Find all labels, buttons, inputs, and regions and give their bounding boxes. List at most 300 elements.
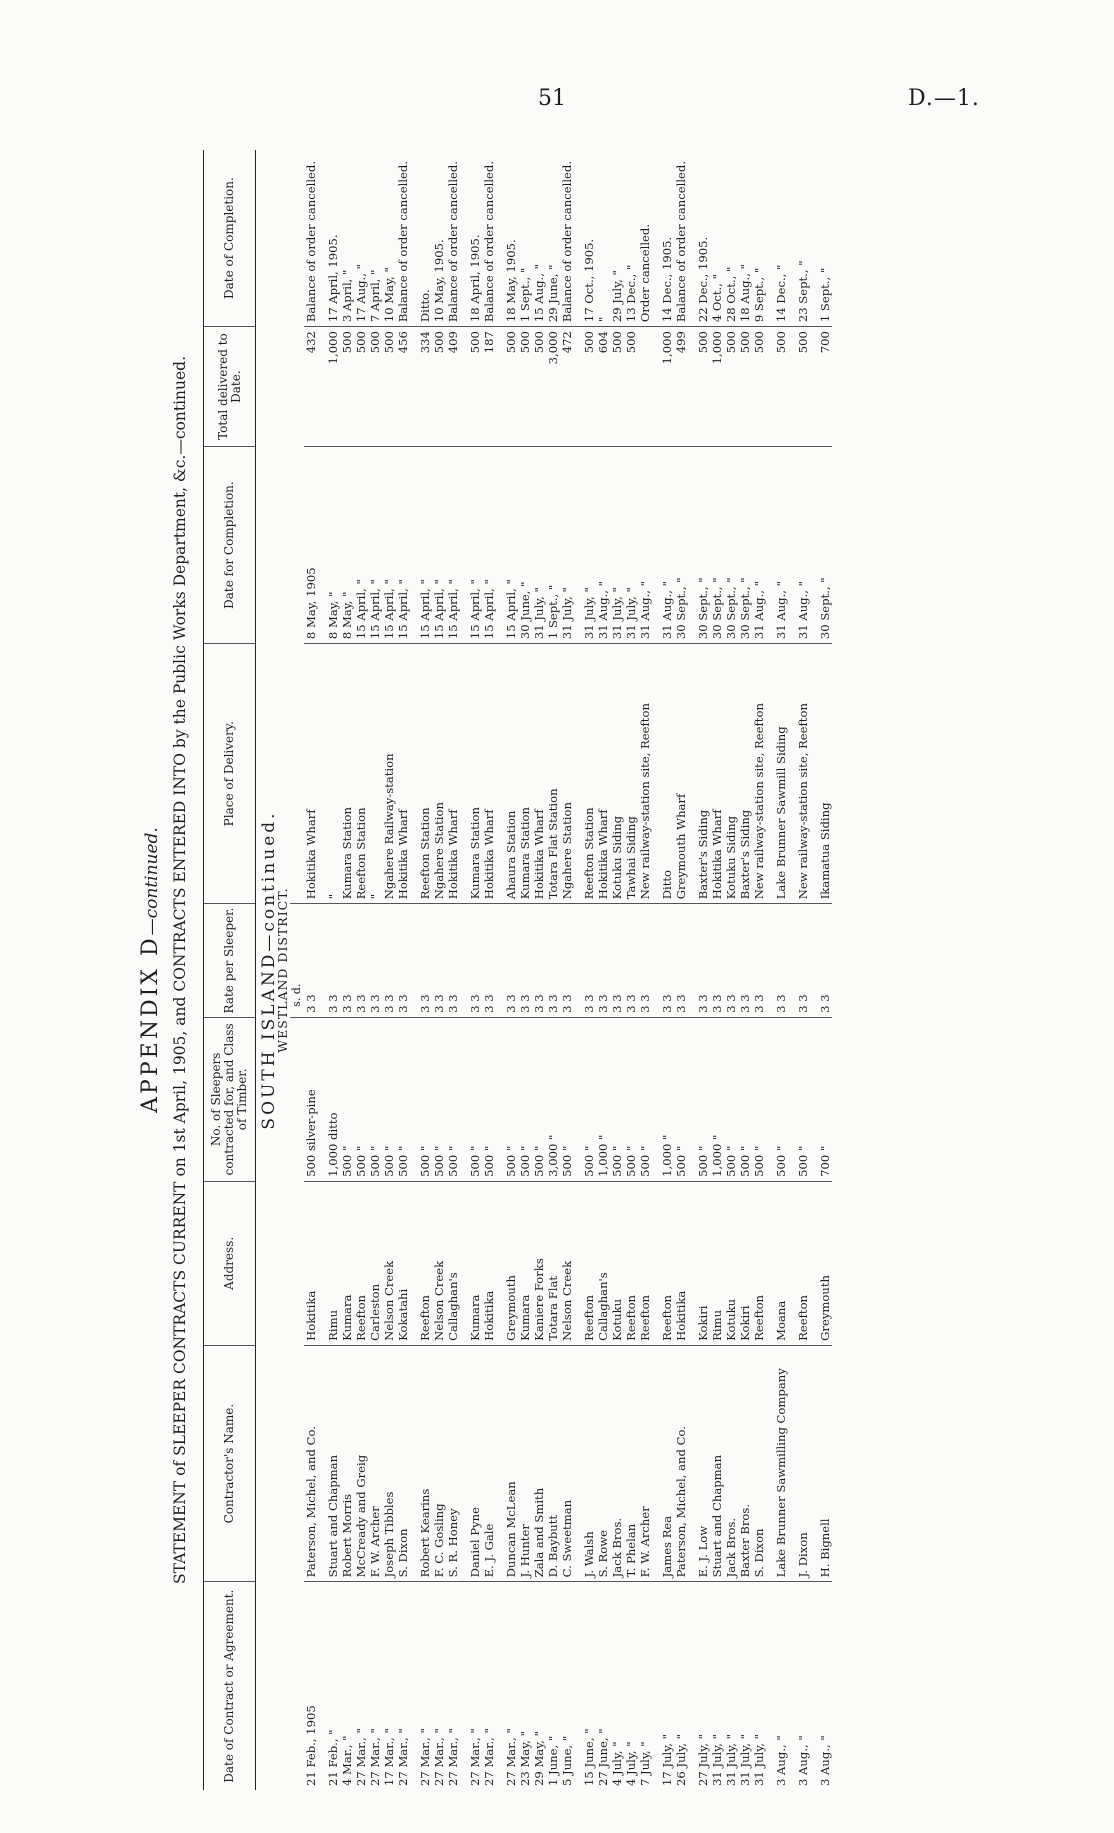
row-rate: 3 3 — [582, 904, 596, 1018]
row-date: 4 July, " — [610, 1741, 624, 1786]
row-delivered: 432 — [304, 327, 318, 447]
row-completion-date: 15 April, " — [354, 447, 368, 644]
table-row — [482, 150, 496, 1790]
row-contractor: S. Dixon — [752, 1345, 766, 1582]
row-completed: 15 Aug., " — [532, 150, 546, 327]
row-address: Kokiri — [696, 1181, 710, 1345]
section-island: SOUTH ISLAND—continued. — [259, 810, 279, 1130]
row-rate: 3 3 — [796, 904, 810, 1018]
row-completed: 1 Sept., " — [818, 150, 832, 327]
group-spacer — [810, 150, 818, 1790]
row-rate: 3 3 — [818, 904, 832, 1018]
group-spacer — [788, 150, 796, 1790]
contracts-table — [203, 150, 832, 1790]
row-address: Moana — [774, 1181, 788, 1345]
row-date: 5 June, " — [560, 1735, 574, 1786]
row-date: 31 July, " — [710, 1734, 724, 1786]
row-completed: 10 May, 1905. — [432, 150, 446, 327]
row-completion-date: 31 Aug., " — [660, 447, 674, 644]
row-place: Hokitika Wharf — [396, 644, 410, 904]
row-sleepers: 500 " — [532, 1017, 546, 1181]
row-rate: 3 3 — [446, 904, 460, 1018]
row-contractor: F. C. Gosling — [432, 1345, 446, 1582]
row-date: 27 Mar., " — [368, 1728, 382, 1786]
row-date: 15 June, " — [582, 1728, 596, 1786]
row-completion-date: 15 April, " — [396, 447, 410, 644]
row-date: 4 July, " — [624, 1741, 638, 1786]
table-row — [532, 150, 546, 1790]
row-completed: Balance of order cancelled. — [560, 150, 574, 327]
row-completion-date: 31 July, " — [560, 447, 574, 644]
row-place: Hokitika Wharf — [446, 644, 460, 904]
row-sleepers: 500 " — [582, 1017, 596, 1181]
col-completion-date: Date for Completion. — [204, 447, 256, 644]
row-delivered: 500 — [582, 327, 596, 447]
col-delivered: Total delivered to Date. — [204, 327, 256, 447]
row-address: Reefton — [752, 1181, 766, 1345]
row-delivered: 500 — [738, 327, 752, 447]
row-place: Baxter's Siding — [696, 644, 710, 904]
table-row — [638, 150, 652, 1790]
row-rate: 3 3 — [418, 904, 432, 1018]
row-delivered: 334 — [418, 327, 432, 447]
row-delivered: 500 — [504, 327, 518, 447]
appendix-suffix: —continued. — [142, 827, 162, 936]
row-date: 31 July, " — [724, 1734, 738, 1786]
row-delivered: 3,000 — [546, 327, 560, 447]
rate-units: s. d. — [290, 904, 304, 1018]
row-completion-date: 30 Sept., " — [696, 447, 710, 644]
row-date: 3 Aug., " — [818, 1735, 832, 1786]
table-row — [774, 150, 788, 1790]
row-date: 27 Mar., " — [482, 1728, 496, 1786]
row-completed: 14 Dec., 1905. — [660, 150, 674, 327]
row-contractor: E. J. Gale — [482, 1345, 496, 1582]
col-completed: Date of Completion. — [204, 150, 256, 327]
row-completion-date: 15 April, " — [368, 447, 382, 644]
row-completed: 10 May, " — [382, 150, 396, 327]
row-delivered: 1,000 — [710, 327, 724, 447]
row-date: 27 Mar., " — [446, 1728, 460, 1786]
table-row — [696, 150, 710, 1790]
section-district-row — [276, 150, 290, 1790]
row-date: 27 Mar., " — [354, 1728, 368, 1786]
statement-title: STATEMENT of SLEEPER CONTRACTS CURRENT on 1st April, 1905, and CONTRACTS ENTERED INTO by the Public Works Department, &c.—continued. — [171, 355, 189, 1585]
row-place: Kotuku Siding — [610, 644, 624, 904]
row-rate: 3 3 — [752, 904, 766, 1018]
row-rate: 3 3 — [660, 904, 674, 1018]
row-delivered: 500 — [752, 327, 766, 447]
section-district: WESTLAND DISTRICT. — [275, 887, 290, 1053]
row-address: Hokitika — [482, 1181, 496, 1345]
group-spacer — [410, 150, 418, 1790]
row-place: New railway-station site, Reefton — [796, 644, 810, 904]
row-place: Ngahere Station — [432, 644, 446, 904]
row-delivered: 500 — [432, 327, 446, 447]
row-address: Nelson Creek — [432, 1181, 446, 1345]
table-row — [518, 150, 532, 1790]
row-place: Kumara Station — [340, 644, 354, 904]
row-completed: Balance of order cancelled. — [304, 150, 318, 327]
row-place: New railway-station site, Reefton — [752, 644, 766, 904]
row-completion-date: 31 July, " — [624, 447, 638, 644]
row-place: Hokitika Wharf — [532, 644, 546, 904]
row-completion-date: 15 April, " — [446, 447, 460, 644]
row-delivered: 500 — [354, 327, 368, 447]
row-date: 27 Mar., " — [468, 1728, 482, 1786]
row-completed: Balance of order cancelled. — [446, 150, 460, 327]
row-contractor: H. Bignell — [818, 1345, 832, 1582]
group-spacer — [574, 150, 582, 1790]
row-date: 17 Mar., " — [382, 1728, 396, 1786]
row-delivered: 500 — [340, 327, 354, 447]
row-completed: 17 April, 1905. — [326, 150, 340, 327]
row-sleepers: 500 " — [638, 1017, 652, 1181]
row-contractor: Paterson, Michel, and Co. — [304, 1345, 318, 1582]
row-contractor: Daniel Pyne — [468, 1345, 482, 1582]
row-rate: 3 3 — [518, 904, 532, 1018]
row-completion-date: 8 May, " — [326, 447, 340, 644]
row-rate: 3 3 — [396, 904, 410, 1018]
row-address: Rimu — [710, 1181, 724, 1345]
row-completion-date: 15 April, " — [468, 447, 482, 644]
row-date: 17 July, " — [660, 1734, 674, 1786]
row-completed: 4 Oct., " — [710, 150, 724, 327]
units-row — [290, 150, 304, 1790]
row-completed: 18 April, 1905. — [468, 150, 482, 327]
page-number: 51 — [538, 86, 566, 111]
row-place: New railway-station site, Reefton — [638, 644, 652, 904]
row-date: 1 June, " — [546, 1735, 560, 1786]
row-completion-date: 30 Sept., " — [674, 447, 688, 644]
col-rate: Rate per Sleeper. — [204, 904, 256, 1018]
row-date: 27 July, " — [696, 1734, 710, 1786]
row-completed: 29 July, " — [610, 150, 624, 327]
col-name: Contractor's Name. — [204, 1345, 256, 1582]
row-rate: 3 3 — [560, 904, 574, 1018]
row-place: Reefton Station — [354, 644, 368, 904]
row-sleepers: 1,000 " — [596, 1017, 610, 1181]
table-row — [326, 150, 340, 1790]
row-completed: 14 Dec., " — [774, 150, 788, 327]
row-address: Hokitika — [304, 1181, 318, 1345]
row-date: 27 Mar., " — [418, 1728, 432, 1786]
row-place: Lake Brunner Sawmill Siding — [774, 644, 788, 904]
row-delivered: 187 — [482, 327, 496, 447]
row-completion-date: 15 April, " — [432, 447, 446, 644]
row-place: Greymouth Wharf — [674, 644, 688, 904]
row-completed: Balance of order cancelled. — [674, 150, 688, 327]
table-row — [546, 150, 560, 1790]
row-sleepers: 500 " — [774, 1017, 788, 1181]
row-contractor: J. Walsh — [582, 1345, 596, 1582]
row-place: Hokitika Wharf — [596, 644, 610, 904]
row-date: 31 July, " — [752, 1734, 766, 1786]
row-place: Baxter's Siding — [738, 644, 752, 904]
row-date: 26 July, " — [674, 1734, 688, 1786]
row-sleepers: 1,000 " — [710, 1017, 724, 1181]
table-row — [724, 150, 738, 1790]
row-contractor: Stuart and Chapman — [710, 1345, 724, 1582]
row-rate: 3 3 — [532, 904, 546, 1018]
row-completed: Ditto. — [418, 150, 432, 327]
row-delivered: 500 — [610, 327, 624, 447]
row-contractor: Zala and Smith — [532, 1345, 546, 1582]
row-contractor: F. W. Archer — [368, 1345, 382, 1582]
row-rate: 3 3 — [546, 904, 560, 1018]
row-date: 3 Aug., " — [774, 1735, 788, 1786]
row-place: Ikamatua Siding — [818, 644, 832, 904]
row-sleepers: 500 " — [354, 1017, 368, 1181]
row-rate: 3 3 — [382, 904, 396, 1018]
group-spacer — [496, 150, 504, 1790]
row-address: Reefton — [796, 1181, 810, 1345]
row-contractor: Joseph Tibbles — [382, 1345, 396, 1582]
row-date: 29 May, " — [532, 1731, 546, 1786]
row-address: Callaghan's — [596, 1181, 610, 1345]
row-address: Totara Flat — [546, 1181, 560, 1345]
row-completed: 3 April, " — [340, 150, 354, 327]
row-sleepers: 500 " — [446, 1017, 460, 1181]
header-row — [204, 150, 256, 1790]
row-date: 27 Mar., " — [432, 1728, 446, 1786]
table-body — [256, 150, 833, 1790]
row-sleepers: 500 " — [468, 1017, 482, 1181]
row-sleepers: 500 " — [418, 1017, 432, 1181]
row-sleepers: 500 " — [738, 1017, 752, 1181]
row-sleepers: 500 " — [482, 1017, 496, 1181]
row-completion-date: 31 Aug., " — [774, 447, 788, 644]
row-sleepers: 500 " — [610, 1017, 624, 1181]
row-contractor: Stuart and Chapman — [326, 1345, 340, 1582]
row-address: Kumara — [468, 1181, 482, 1345]
row-contractor: McCready and Greig — [354, 1345, 368, 1582]
row-rate: 3 3 — [432, 904, 446, 1018]
row-rate: 3 3 — [482, 904, 496, 1018]
row-sleepers: 500 " — [432, 1017, 446, 1181]
row-delivered: 500 — [696, 327, 710, 447]
row-contractor: Jack Bros. — [724, 1345, 738, 1582]
table-row — [624, 150, 638, 1790]
row-sleepers: 1,000 " — [660, 1017, 674, 1181]
row-completion-date: 15 April, " — [504, 447, 518, 644]
row-completed: Order cancelled. — [638, 150, 652, 327]
row-address: Reefton — [582, 1181, 596, 1345]
row-contractor: C. Sweetman — [560, 1345, 574, 1582]
group-spacer — [766, 150, 774, 1790]
row-completion-date: 1 Sept., " — [546, 447, 560, 644]
table-row — [610, 150, 624, 1790]
row-rate: 3 3 — [674, 904, 688, 1018]
table-row — [354, 150, 368, 1790]
table-row — [738, 150, 752, 1790]
row-contractor: James Rea — [660, 1345, 674, 1582]
row-place: Reefton Station — [418, 644, 432, 904]
row-completion-date: 31 Aug., " — [638, 447, 652, 644]
row-address: Kotuku — [610, 1181, 624, 1345]
row-completion-date: 31 July, " — [610, 447, 624, 644]
row-delivered: 500 — [724, 327, 738, 447]
row-date: 21 Feb., " — [326, 1729, 340, 1786]
row-rate: 3 3 — [624, 904, 638, 1018]
row-contractor: D. Baybutt — [546, 1345, 560, 1582]
row-place: " — [326, 644, 340, 904]
row-place: Kumara Station — [518, 644, 532, 904]
row-place: Kumara Station — [468, 644, 482, 904]
row-completed: " — [596, 150, 610, 327]
row-place: Hokitika Wharf — [710, 644, 724, 904]
row-completion-date: 30 June, " — [518, 447, 532, 644]
row-delivered: 500 — [796, 327, 810, 447]
row-contractor: S. Rowe — [596, 1345, 610, 1582]
row-delivered: 604 — [596, 327, 610, 447]
row-date: 27 June, " — [596, 1728, 610, 1786]
row-rate: 3 3 — [774, 904, 788, 1018]
row-rate: 3 3 — [710, 904, 724, 1018]
appendix-heading — [138, 150, 163, 1790]
row-address: Nelson Creek — [560, 1181, 574, 1345]
row-address: Reefton — [354, 1181, 368, 1345]
row-date: 31 July, " — [738, 1734, 752, 1786]
row-contractor: F. W. Archer — [638, 1345, 652, 1582]
row-completion-date: 8 May, 1905 — [304, 447, 318, 644]
col-date: Date of Contract or Agreement. — [204, 1582, 256, 1790]
row-contractor: J. Dixon — [796, 1345, 810, 1582]
col-place: Place of Delivery. — [204, 644, 256, 904]
row-date: 21 Feb., 1905 — [304, 1705, 318, 1786]
row-address: Kaniere Forks — [532, 1181, 546, 1345]
row-address: Carleston — [368, 1181, 382, 1345]
row-contractor: S. Dixon — [396, 1345, 410, 1582]
row-address: Greymouth — [818, 1181, 832, 1345]
row-date: 4 Mar., " — [340, 1735, 354, 1786]
row-completed: 22 Dec., 1905. — [696, 150, 710, 327]
row-completion-date: 30 Sept., " — [818, 447, 832, 644]
row-delivered: 472 — [560, 327, 574, 447]
row-sleepers: 500 " — [724, 1017, 738, 1181]
row-sleepers: 500 " — [674, 1017, 688, 1181]
row-contractor: Duncan McLean — [504, 1345, 518, 1582]
table-row — [504, 150, 518, 1790]
row-address: Kokatahi — [396, 1181, 410, 1345]
row-place: Ahaura Station — [504, 644, 518, 904]
row-completed: Balance of order cancelled. — [482, 150, 496, 327]
row-address: Kumara — [340, 1181, 354, 1345]
row-address: Reefton — [418, 1181, 432, 1345]
table-row — [340, 150, 354, 1790]
row-rate: 3 3 — [696, 904, 710, 1018]
row-address: Nelson Creek — [382, 1181, 396, 1345]
table-row — [418, 150, 432, 1790]
row-sleepers: 1,000 ditto — [326, 1017, 340, 1181]
row-address: Hokitika — [674, 1181, 688, 1345]
row-address: Callaghan's — [446, 1181, 460, 1345]
row-sleepers: 500 " — [368, 1017, 382, 1181]
row-date: 27 Mar., " — [396, 1728, 410, 1786]
row-completed: 13 Dec., " — [624, 150, 638, 327]
row-delivered: 500 — [518, 327, 532, 447]
row-delivered: 500 — [368, 327, 382, 447]
row-address: Kotuku — [724, 1181, 738, 1345]
row-contractor: E. J. Low — [696, 1345, 710, 1582]
table-row — [432, 150, 446, 1790]
row-address: Reefton — [624, 1181, 638, 1345]
col-sleepers: No. of Sleepers contracted for, and Class of Timber. — [204, 1017, 256, 1181]
row-rate: 3 3 — [738, 904, 752, 1018]
row-completed: 23 Sept., " — [796, 150, 810, 327]
row-place: Ditto — [660, 644, 674, 904]
table-row — [368, 150, 382, 1790]
row-delivered: 500 — [532, 327, 546, 447]
row-address: Greymouth — [504, 1181, 518, 1345]
row-date: 3 Aug., " — [796, 1735, 810, 1786]
table-row — [660, 150, 674, 1790]
row-address: Kokiri — [738, 1181, 752, 1345]
row-address: Reefton — [638, 1181, 652, 1345]
row-completion-date: 8 May, " — [340, 447, 354, 644]
row-place: Reefton Station — [582, 644, 596, 904]
row-rate: 3 3 — [638, 904, 652, 1018]
row-rate: 3 3 — [354, 904, 368, 1018]
row-completion-date: 31 July, " — [532, 447, 546, 644]
row-completion-date: 30 Sept., " — [710, 447, 724, 644]
row-completed: 17 Oct., 1905. — [582, 150, 596, 327]
row-rate: 3 3 — [340, 904, 354, 1018]
row-sleepers: 500 " — [504, 1017, 518, 1181]
row-sleepers: 500 silver-pine — [304, 1017, 318, 1181]
row-place: Hokitika Wharf — [304, 644, 318, 904]
row-delivered: 500 — [468, 327, 482, 447]
row-date: 23 May, " — [518, 1731, 532, 1786]
row-date: 7 July, " — [638, 1741, 652, 1786]
row-contractor: Jack Bros. — [610, 1345, 624, 1582]
row-rate: 3 3 — [724, 904, 738, 1018]
row-completion-date: 30 Sept., " — [738, 447, 752, 644]
row-delivered — [638, 327, 652, 447]
row-delivered: 1,000 — [326, 327, 340, 447]
row-address: Rimu — [326, 1181, 340, 1345]
group-spacer — [460, 150, 468, 1790]
row-delivered: 500 — [774, 327, 788, 447]
group-spacer — [652, 150, 660, 1790]
row-completion-date: 15 April, " — [382, 447, 396, 644]
row-sleepers: 500 " — [340, 1017, 354, 1181]
table-row — [818, 150, 832, 1790]
row-contractor: S. R. Honey — [446, 1345, 460, 1582]
row-completion-date: 15 April, " — [482, 447, 496, 644]
row-rate: 3 3 — [304, 904, 318, 1018]
row-completed: 7 April, " — [368, 150, 382, 327]
row-completion-date: 31 Aug., " — [796, 447, 810, 644]
row-address: Kumara — [518, 1181, 532, 1345]
row-place: Ngahere Station — [560, 644, 574, 904]
row-completed: 9 Sept., " — [752, 150, 766, 327]
row-completed: 18 May, 1905. — [504, 150, 518, 327]
row-completion-date: 30 Sept., " — [724, 447, 738, 644]
group-spacer — [318, 150, 326, 1790]
row-sleepers: 500 " — [518, 1017, 532, 1181]
row-completion-date: 31 Aug., " — [752, 447, 766, 644]
row-place: Hokitika Wharf — [482, 644, 496, 904]
row-contractor: Robert Kearins — [418, 1345, 432, 1582]
section-island-row — [256, 150, 277, 1790]
row-place: Ngahere Railway-station — [382, 644, 396, 904]
row-completion-date: 15 April, " — [418, 447, 432, 644]
row-delivered: 700 — [818, 327, 832, 447]
row-sleepers: 500 " — [396, 1017, 410, 1181]
rotated-content — [120, 150, 1060, 1790]
table-row — [560, 150, 574, 1790]
